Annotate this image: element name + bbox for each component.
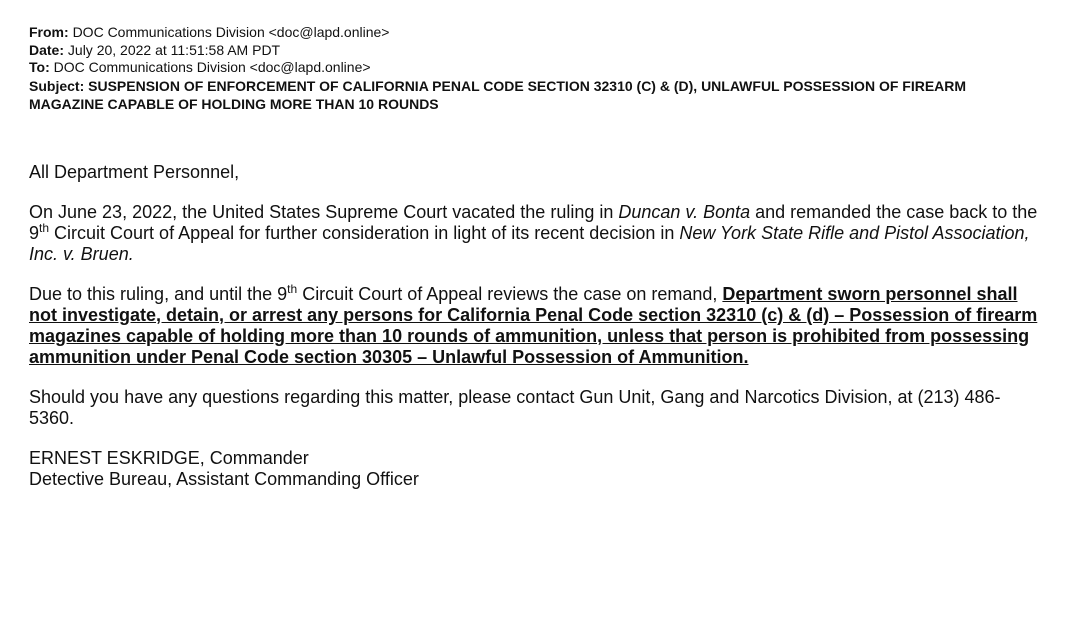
case-name-bruen: New York State Rifle and Pistol Association, Inc. v. Bruen. [29,222,1030,264]
paragraph-directive [29,281,1044,368]
from-label: From: [29,24,69,40]
to-line [29,59,1044,77]
p1-text-1: On June 23, 2022, the United States Supreme Court vacated the ruling in [29,201,619,222]
subject-line [29,77,1044,113]
subject-value: SUSPENSION OF ENFORCEMENT OF CALIFORNIA PENAL CODE SECTION 32310 (C) & (D), UNLAWFUL POSSESSION OF FIREARM MAGAZINE CAPABLE OF HOLDING MORE THAN 10 ROUNDS [29,77,967,112]
from-value: DOC Communications Division <doc@lapd.online> [72,24,390,40]
p1-text-3: Circuit Court of Appeal for further consideration in light of its recent decision in [49,222,680,243]
from-line [29,24,1044,42]
date-line [29,42,1044,60]
email-header [29,24,1044,113]
to-label: To: [29,59,50,76]
directive-text: Department sworn personnel shall not investigate, detain, or arrest any persons for California Penal Code section 32310 (c) & (d) – Possession of firearm magazines capable of holding more than 10 rounds of ammunition, unless that person is prohibited from possessing ammunition under Penal Code section 30305 – Unlawful Possession of Ammunition. [29,283,1038,367]
subject-label: Subject: [29,77,85,94]
p2-text-1: Due to this ruling, and until the 9 [29,283,288,304]
signature-unit: Detective Bureau, Assistant Commanding Officer [29,468,419,489]
paragraph-contact: Should you have any questions regarding this matter, please contact Gun Unit, Gang and Narcotics Division, at (213) 486-5360. [29,386,1001,428]
greeting: All Department Personnel, [29,161,240,182]
case-name-duncan: Duncan v. Bonta [618,201,751,222]
p1-text-2: and remanded the case back to the 9 [29,201,1038,243]
p2-text-2: Circuit Court of Appeal reviews the case on remand, [297,283,723,304]
signature-block [29,448,1044,490]
to-value: DOC Communications Division <doc@lapd.online> [53,59,371,76]
signature-name: ERNEST ESKRIDGE, Commander [29,447,309,468]
email-body [29,162,1044,490]
p2-ordinal-suffix: th [287,281,298,296]
date-label: Date: [29,41,65,58]
p1-ordinal-suffix: th [39,220,50,235]
date-value: July 20, 2022 at 11:51:58 AM PDT [67,41,281,58]
paragraph-ruling [29,202,1044,265]
